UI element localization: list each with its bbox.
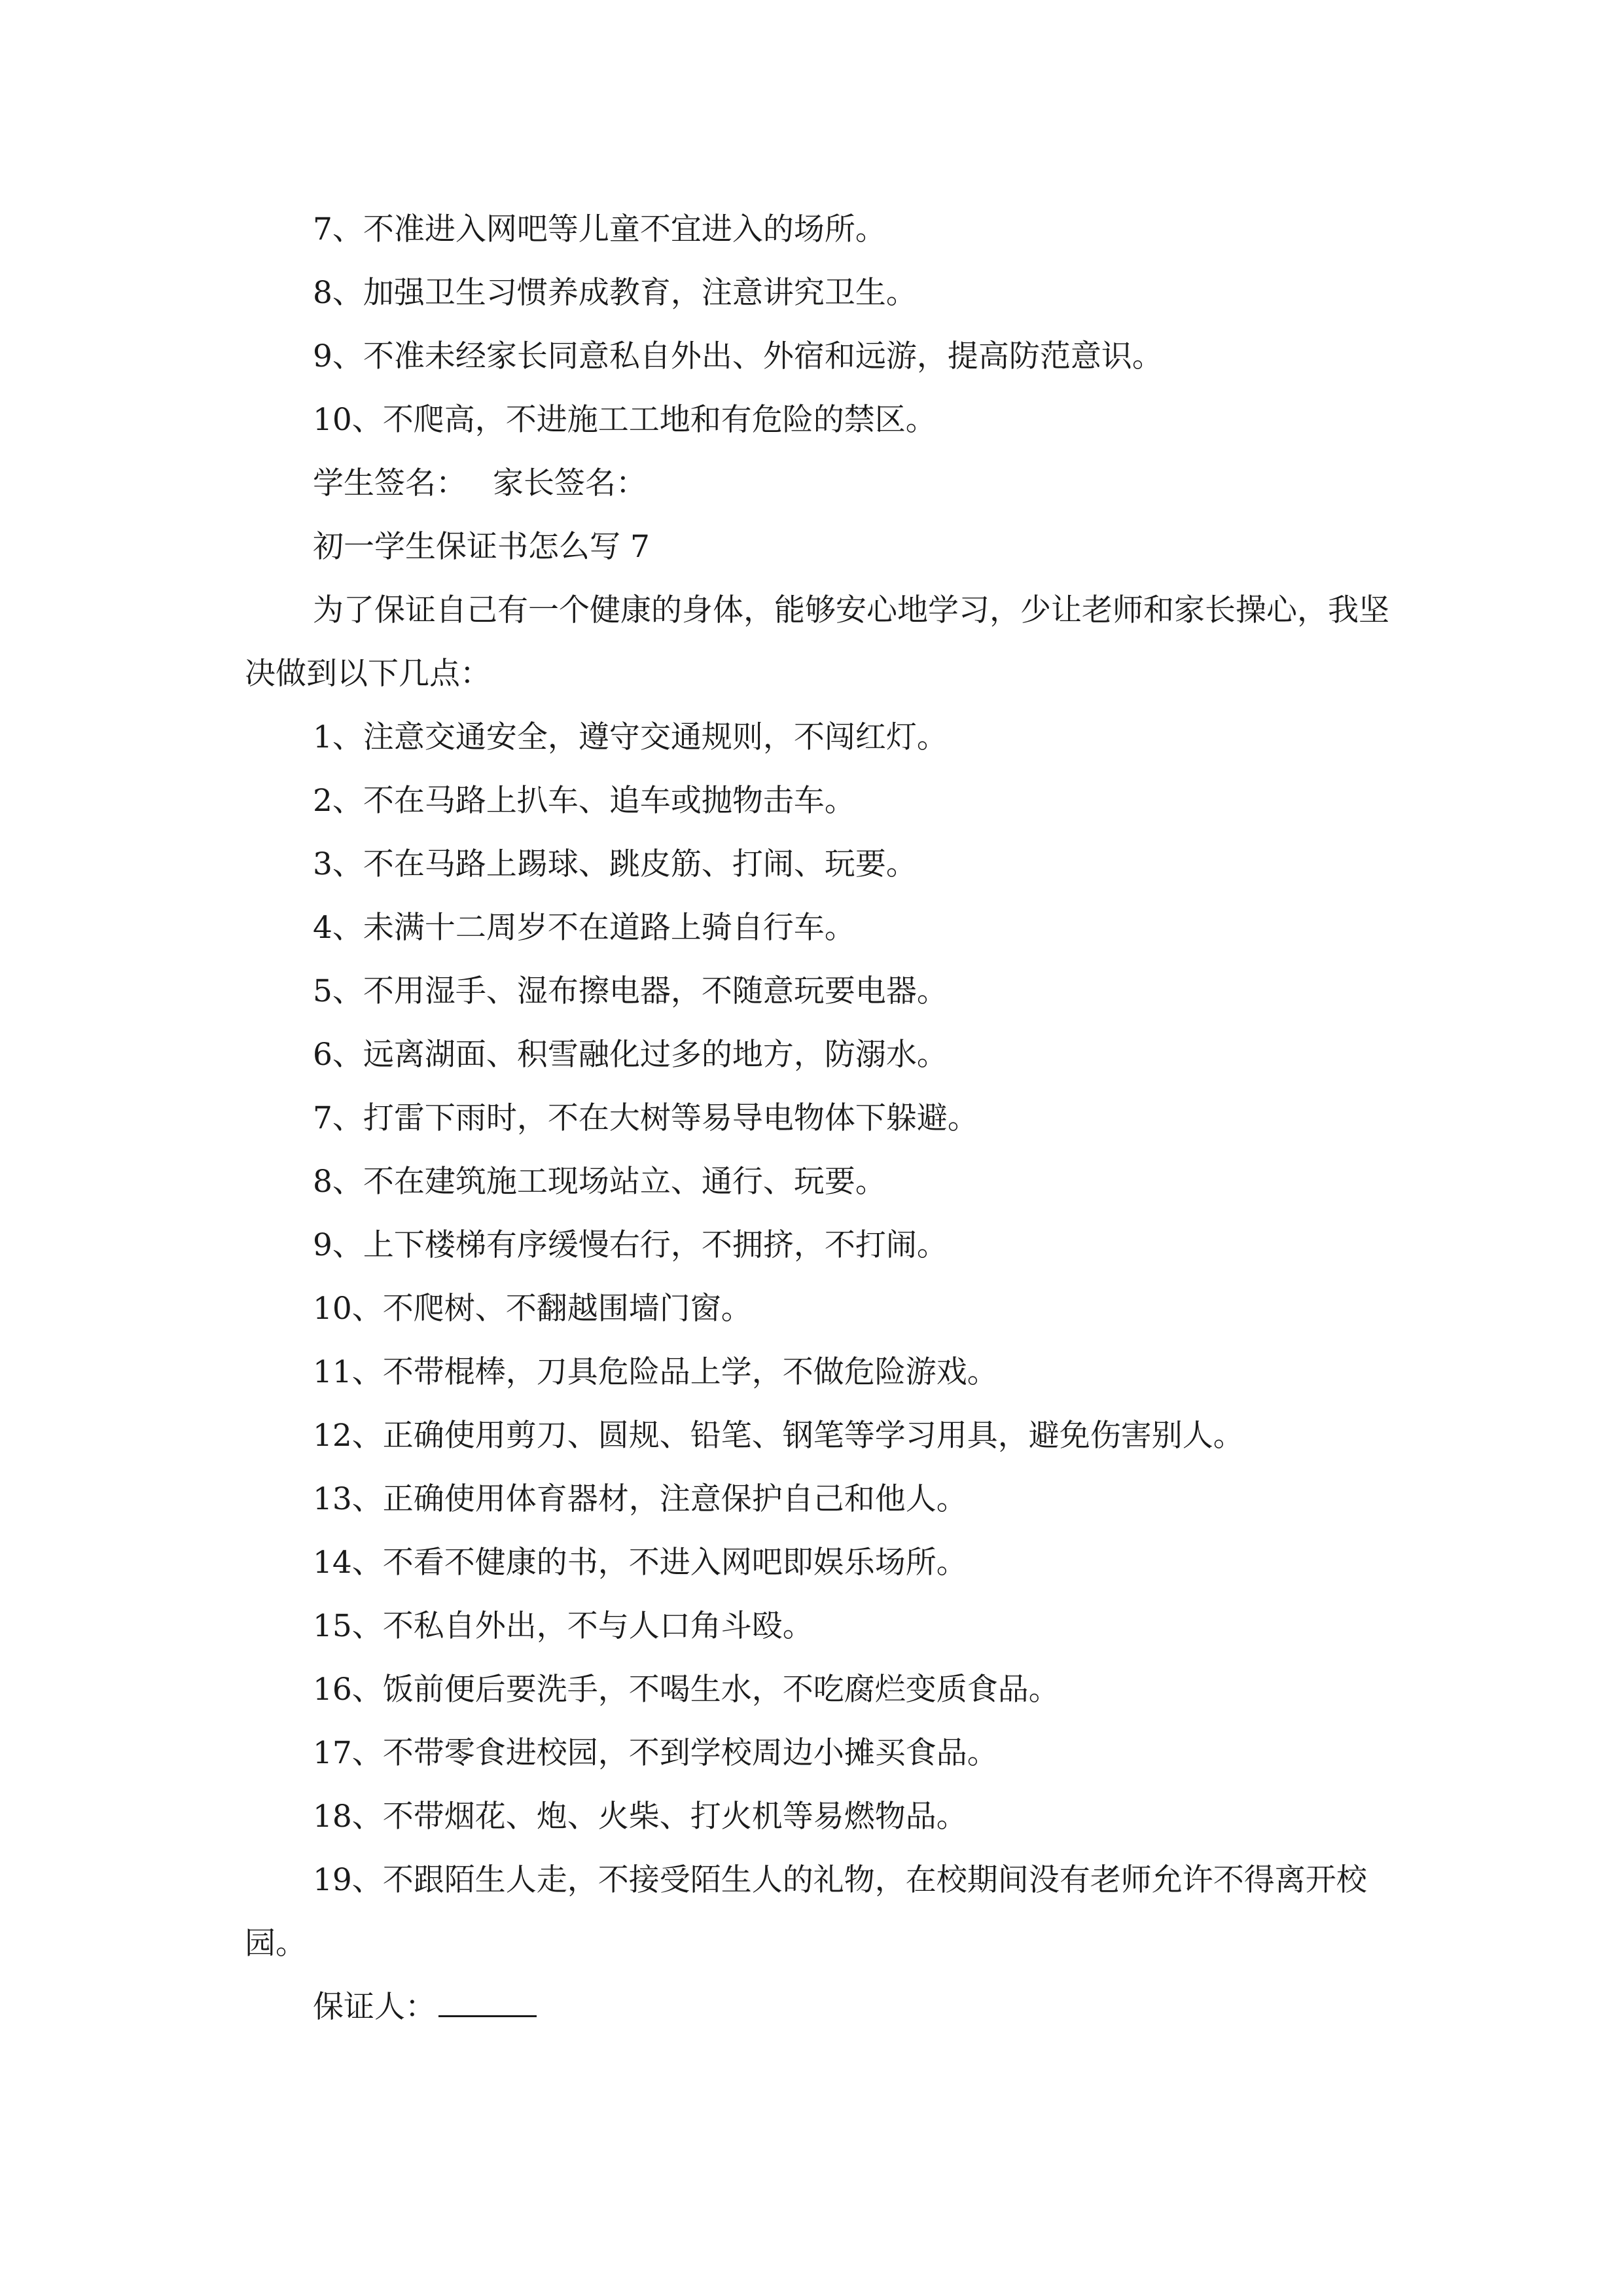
- list-item: 15、不私自外出，不与人口角斗殴。: [313, 1608, 813, 1644]
- list-item: 13、正确使用体育器材，注意保护自己和他人。: [313, 1481, 967, 1517]
- list-item: 8、加强卫生习惯养成教育，注意讲究卫生。: [313, 275, 917, 311]
- signature-line: [245, 452, 1416, 515]
- list-item: 6、远离湖面、积雪融化过多的地方，防溺水。: [313, 1037, 948, 1073]
- list-item: 10、不爬高，不进施工工地和有危险的禁区。: [313, 402, 936, 438]
- guarantor-blank: [438, 1989, 537, 2017]
- document-body: [245, 198, 1416, 2039]
- intro-paragraph: 为了保证自己有一个健康的身体，能够安心地学习，少让老师和家长操心，我坚决做到以下几点：: [245, 592, 1389, 692]
- student-signature-label: 学生签名：: [313, 465, 467, 501]
- guarantor-label: 保证人：: [313, 1989, 436, 2025]
- list-item: 3、不在马路上踢球、跳皮筋、打闹、玩要。: [313, 846, 917, 882]
- list-item: 10、不爬树、不翻越围墙门窗。: [313, 1291, 752, 1327]
- list-item: 2、不在马路上扒车、追车或抛物击车。: [313, 783, 855, 819]
- section-title: 初一学生保证书怎么写 7: [313, 529, 650, 565]
- list-item: 4、未满十二周岁不在道路上骑自行车。: [313, 910, 855, 946]
- list-item: 9、上下楼梯有序缓慢右行，不拥挤，不打闹。: [313, 1227, 948, 1263]
- parent-signature-label: 家长签名：: [493, 465, 647, 501]
- list-item: 12、正确使用剪刀、圆规、铅笔、钢笔等学习用具，避免伤害别人。: [313, 1418, 1244, 1454]
- list-item: 14、不看不健康的书，不进入网吧即娱乐场所。: [313, 1545, 967, 1581]
- list-item: 5、不用湿手、湿布擦电器，不随意玩要电器。: [313, 973, 948, 1009]
- list-item: 9、不准未经家长同意私自外出、外宿和远游，提高防范意识。: [313, 338, 1163, 374]
- list-item: 19、不跟陌生人走，不接受陌生人的礼物，在校期间没有老师允许不得离开校园。: [245, 1862, 1367, 1962]
- list-item: 16、饭前便后要洗手，不喝生水，不吃腐烂变质食品。: [313, 1672, 1060, 1708]
- list-item: 7、不准进入网吧等儿童不宜进入的场所。: [313, 211, 886, 247]
- list-item: 8、不在建筑施工现场站立、通行、玩要。: [313, 1164, 886, 1200]
- list-item: 18、不带烟花、炮、火柴、打火机等易燃物品。: [313, 1799, 967, 1835]
- guarantor-line: [245, 1975, 1416, 2039]
- list-item: 17、不带零食进校园，不到学校周边小摊买食品。: [313, 1735, 998, 1771]
- list-item: 11、不带棍棒，刀具危险品上学，不做危险游戏。: [313, 1354, 998, 1390]
- list-item: 1、注意交通安全，遵守交通规则，不闯红灯。: [313, 719, 948, 755]
- list-item: 7、打雷下雨时，不在大树等易导电物体下躲避。: [313, 1100, 978, 1136]
